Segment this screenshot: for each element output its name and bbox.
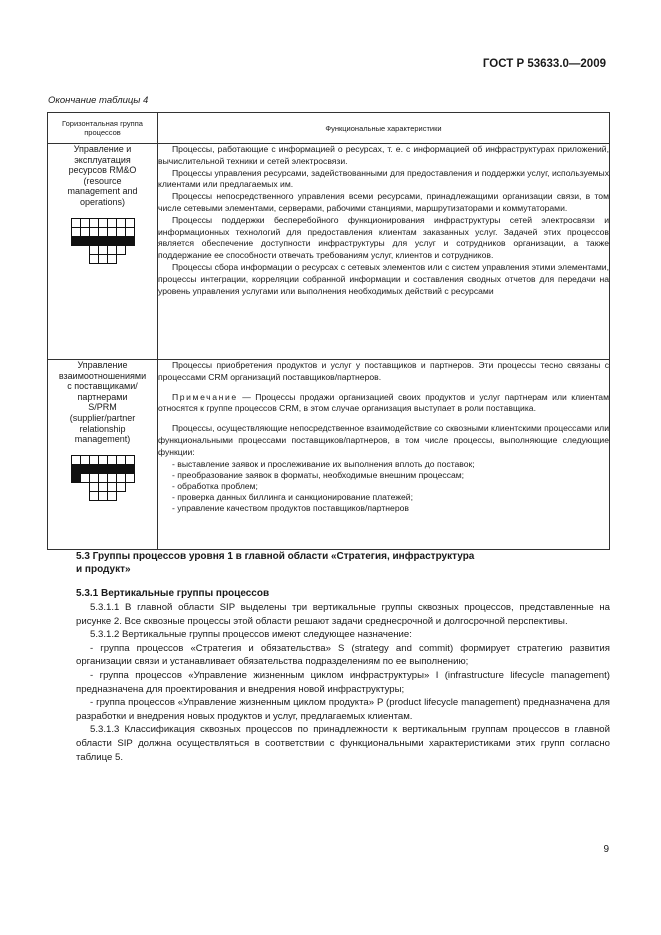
table-header-row <box>48 113 610 144</box>
group-line: с поставщиками/ <box>67 381 138 392</box>
group-line: (supplier/partner <box>69 412 136 423</box>
paragraph: Процессы управления ресурсами, задействованными для предоставления и поддержки услуг, используемых клиентами или предлагаемых им. <box>158 167 609 190</box>
table-row <box>48 360 610 550</box>
process-grid-icon <box>71 218 135 266</box>
group-line: ресурсов RM&O <box>68 165 137 176</box>
group-line: management) <box>74 434 131 445</box>
section-heading <box>76 550 474 576</box>
list-item: - преобразование заявок в форматы, необходимые внешним процессам; <box>172 469 465 480</box>
group-line: (resource <box>83 175 122 186</box>
paragraph: - группа процессов «Управление жизненным циклом продукта» P (product lifecycle management) предназначена для разработки и внедрения новых продуктов и услуг, предлагаемых клиентам. <box>76 697 610 722</box>
paragraph: Процессы сбора информации о ресурсах с сетевых элементов или с систем управления этими элементами, процессы интеграции, корреляции собранной информации и составления сводных отчетов для передачи на уровень управления услугами или выполнения необходимых действий с ресурсами <box>158 261 609 296</box>
note-text: — Процессы продажи организацией своих продуктов и услуг партнерам или клиентам относятся к группе процессов CRM, в этом случае организация выступает в роли поставщика. <box>158 391 609 414</box>
paragraph: Процессы поддержки бесперебойного функционирования инфраструктуры сетей электросвязи и информационных технологий для предоставления клиентам заказанных услуг. Задачей этих процессов является обеспечение доступности инфраструктуры для услуг и сотрудников организации, а также поддержание ее способности отвечать требованиям услуг, клиентов и сотрудников. <box>158 214 609 261</box>
page-number: 9 <box>603 844 609 855</box>
characteristics-cell-sprm <box>158 360 610 550</box>
group-line: management and <box>67 186 138 197</box>
paragraph: 5.3.1.3 Классификация сквозных процессов по принадлежности к вертикальным группам процессов в главной области SIP должна осуществляться в соответствии с функциональными характеристиками этих групп согласно таблице 5. <box>76 724 610 763</box>
document-number: ГОСТ Р 53633.0—2009 <box>482 58 606 70</box>
subsection-heading: 5.3.1 Вертикальные группы процессов <box>76 588 270 599</box>
section-body <box>76 601 610 764</box>
group-line: эксплуатация <box>74 154 131 165</box>
group-line: S/PRM <box>88 402 117 413</box>
note <box>158 392 609 416</box>
list-item: - обработка проблем; <box>172 480 258 491</box>
paragraph: 5.3.1.2 Вертикальные группы процессов имеют следующее назначение: <box>90 629 412 641</box>
paragraph: 5.3.1.1 В главной области SIP выделены три вертикальные группы сквозных процессов, представленные на рисунке 2. Все сквозные процессы этой области решают задачи среднесрочной и долгосрочной перспективы. <box>76 602 610 627</box>
group-line: operations) <box>79 196 126 207</box>
column-header-group: Горизонтальная группа процессов <box>48 113 158 144</box>
group-line: Управление и <box>73 144 132 154</box>
group-line: взаимоотношениями <box>58 370 147 381</box>
group-line: Управление <box>77 360 128 370</box>
column-header-characteristics: Функциональные характеристики <box>158 113 610 144</box>
note-label: Примечание <box>172 391 238 402</box>
paragraph: Процессы, осуществляющие непосредственное взаимодействие со сквозными клиентскими процессами или функциональными процессами поставщиков/партнеров, в том числе процессы, выполняющие следующие функции: <box>158 423 609 457</box>
section-heading-line: и продукт» <box>76 564 131 575</box>
group-cell-sprm <box>48 360 158 550</box>
process-grid-icon <box>71 455 135 503</box>
group-line: партнерами <box>77 391 128 402</box>
table-row <box>48 144 610 360</box>
section-heading-line: 5.3 Группы процессов уровня 1 в главной области «Стратегия, инфраструктура <box>76 551 475 562</box>
paragraph: - группа процессов «Стратегия и обязательства» S (strategy and commit) формирует стратегию развития организации связи и устанавливает обязательства подразделениям по ее выполнению; <box>76 642 610 668</box>
paragraph: Процессы, работающие с информацией о ресурсах, т. е. с информацией об инфраструктурах приложений, вычислительной техники и сетей электросвязи. <box>158 144 609 166</box>
paragraph: Процессы непосредственного управления всеми ресурсами, принадлежащими организации связи, в том числе сетевыми элементами, серверами, рабочими станциями, маршрутизаторами и коммутаторами. <box>158 191 609 213</box>
paragraph: Процессы приобретения продуктов и услуг у поставщиков и партнеров. Эти процессы тесно связаны с процессами CRM организаций поставщиков/партнеров. <box>158 360 609 382</box>
group-line: relationship <box>79 423 126 434</box>
table-4 <box>47 112 610 550</box>
paragraph: - группа процессов «Управление жизненным циклом инфраструктуры» I (infrastructure lifecycle management) предназначена для проектирования и внедрения новой инфраструктуры; <box>76 669 610 695</box>
table-caption: Окончание таблицы 4 <box>48 95 149 106</box>
group-cell-rmo <box>48 144 158 360</box>
list-item: - управление качеством продуктов поставщиков/партнеров <box>172 502 409 513</box>
characteristics-cell-rmo <box>158 144 610 360</box>
list-item: - выставление заявок и прослеживание их выполнения вплоть до поставок; <box>172 458 475 469</box>
list-item: - проверка данных биллинга и санкционирование платежей; <box>172 491 413 502</box>
